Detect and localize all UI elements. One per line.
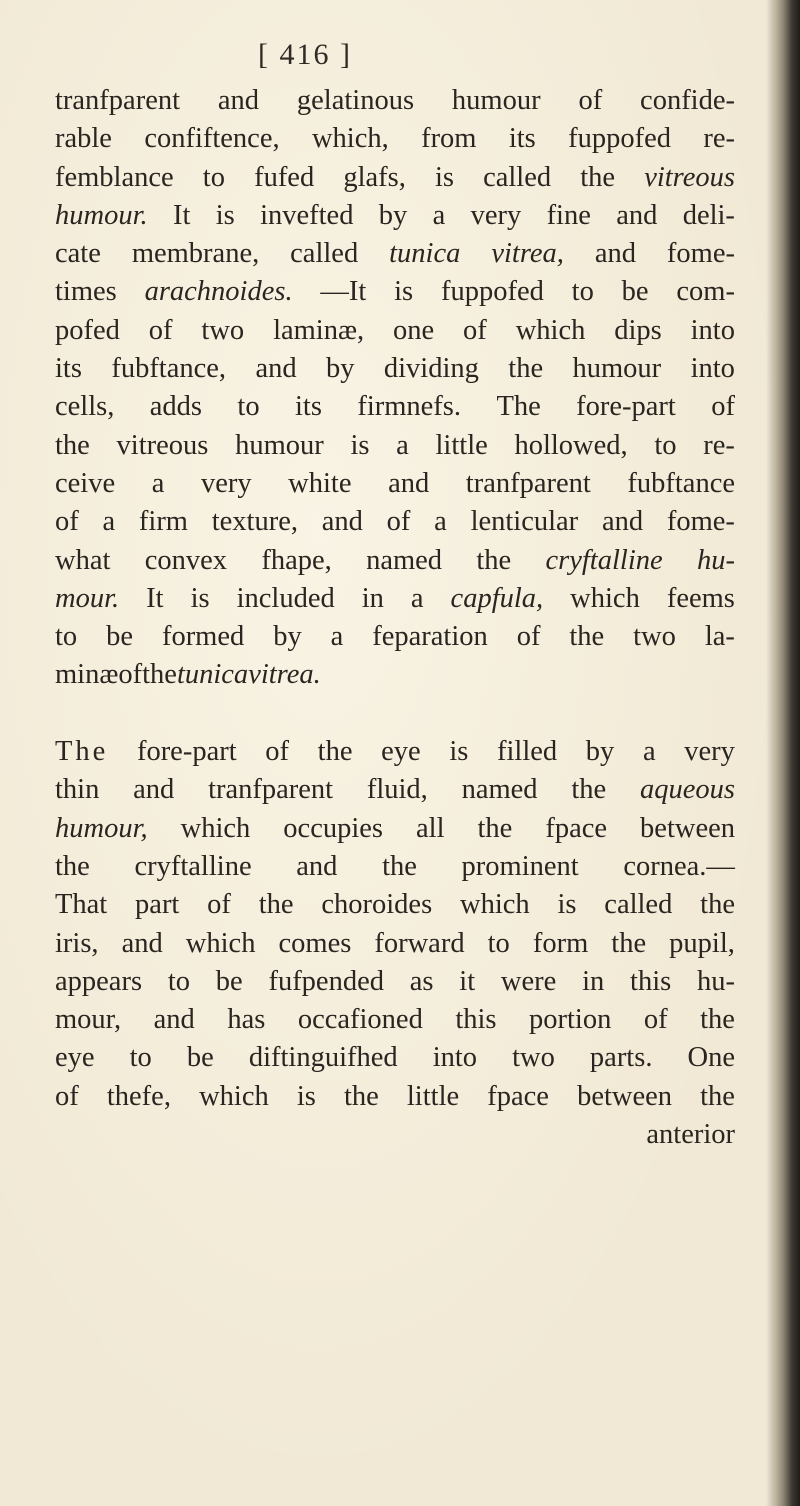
word: the	[476, 544, 512, 576]
text-line	[55, 465, 735, 503]
word: the	[580, 161, 616, 193]
text-line	[55, 886, 735, 924]
word: hu-	[697, 965, 735, 997]
word: into	[690, 314, 735, 346]
word: It	[146, 582, 164, 614]
word: the	[569, 621, 605, 653]
word: of	[711, 391, 735, 423]
word: a	[151, 467, 165, 499]
word: fome-	[666, 238, 735, 270]
word: and	[255, 353, 297, 385]
word: diftinguifhed	[248, 1042, 398, 1074]
word: be	[215, 965, 243, 997]
word: of	[148, 314, 173, 346]
word: The	[496, 391, 541, 423]
word: which	[185, 927, 256, 959]
word: which	[199, 1080, 269, 1112]
word: fpace	[487, 1080, 549, 1112]
text-line	[55, 159, 735, 197]
word: the	[611, 927, 647, 959]
word: dividing	[383, 353, 479, 385]
catchword: anterior	[646, 1119, 735, 1151]
word: fpace	[545, 812, 608, 844]
word: fore-part	[576, 391, 676, 423]
word: form	[532, 927, 589, 959]
word: membrane,	[131, 238, 260, 270]
word: is	[350, 429, 370, 461]
word: and	[133, 774, 175, 806]
word: the	[508, 353, 544, 385]
word: is	[449, 736, 469, 768]
word: tranfparent	[208, 774, 334, 806]
word: into	[432, 1042, 478, 1074]
word: be	[186, 1042, 214, 1074]
word: prominent	[461, 850, 579, 882]
word: parts.	[589, 1042, 653, 1074]
word: hollowed,	[514, 429, 628, 461]
word: a	[642, 736, 656, 768]
word: pupil,	[669, 927, 735, 959]
word: and	[616, 199, 658, 231]
word: portion	[529, 1004, 612, 1036]
word: were	[500, 965, 557, 997]
text-line	[55, 235, 735, 273]
word: it	[459, 965, 476, 997]
text-line	[55, 656, 735, 694]
word: fuppofed	[440, 276, 544, 308]
word: com-	[676, 276, 735, 308]
word: of	[118, 659, 143, 691]
word: of	[265, 736, 290, 768]
word: vitreous	[644, 161, 735, 193]
word: formed	[161, 621, 245, 653]
word: eye	[55, 1042, 95, 1074]
word: which	[180, 812, 251, 844]
word: fubftance	[627, 467, 735, 499]
word: and	[121, 927, 163, 959]
word: the	[55, 850, 90, 882]
word: which	[570, 582, 640, 614]
word: of	[386, 506, 411, 538]
word: tranfparent	[465, 467, 591, 499]
word: little	[435, 429, 488, 461]
text-line	[55, 1039, 735, 1077]
word: vitrea,	[491, 238, 564, 270]
word: laminæ,	[273, 314, 365, 346]
word: and	[594, 238, 636, 270]
word: between	[577, 1080, 673, 1112]
word: a	[432, 199, 446, 231]
word: re-	[703, 429, 735, 461]
word: confiftence,	[144, 123, 280, 155]
word: the	[55, 429, 90, 461]
word: two	[633, 621, 676, 653]
word: has	[227, 1004, 266, 1036]
text-line	[55, 350, 735, 388]
word: eye	[381, 736, 421, 768]
word: to	[654, 429, 677, 461]
word: of	[643, 1004, 668, 1036]
word: its	[508, 123, 536, 155]
word: a	[410, 582, 424, 614]
word: confide-	[640, 85, 735, 116]
word: to	[487, 927, 510, 959]
word: tunica	[176, 659, 249, 691]
word: cate	[55, 238, 101, 270]
word: the	[317, 736, 353, 768]
text-line	[55, 388, 735, 426]
word: One	[687, 1042, 735, 1074]
text-line	[55, 771, 735, 809]
text-line	[55, 82, 735, 120]
word: choroides	[321, 889, 433, 921]
word: the	[477, 812, 513, 844]
word: cryftalline	[134, 850, 252, 882]
word: feems	[666, 582, 735, 614]
word: is	[434, 161, 454, 193]
text-line	[55, 503, 735, 541]
word: comes	[278, 927, 352, 959]
word: and	[388, 467, 430, 499]
word: adds	[149, 391, 203, 423]
word: fufed	[254, 161, 315, 193]
text-line	[55, 580, 735, 618]
word: tranfparent	[55, 85, 181, 116]
word: feparation	[372, 621, 488, 653]
word: called	[290, 238, 359, 270]
text-line	[55, 197, 735, 235]
page-number: [ 416 ]	[258, 38, 352, 71]
word: its	[55, 353, 82, 385]
word: mour.	[55, 582, 120, 614]
text-line	[55, 925, 735, 963]
word: ceive	[55, 467, 116, 499]
word: cells,	[55, 391, 115, 423]
word: the	[700, 1080, 735, 1112]
word: fufpended	[268, 965, 384, 997]
word: The	[55, 736, 109, 768]
word: cornea.—	[623, 850, 735, 882]
word: lenticular	[470, 506, 579, 538]
text-line	[55, 1001, 735, 1039]
word: tunica	[389, 238, 461, 270]
word: fore-part	[136, 736, 237, 768]
word: deli-	[682, 199, 735, 231]
word: from	[421, 123, 477, 155]
word: all	[416, 812, 445, 844]
word: glafs,	[343, 161, 406, 193]
word: hu-	[696, 544, 735, 576]
body-text	[55, 82, 735, 1154]
word: a	[102, 506, 116, 538]
word: to	[167, 965, 190, 997]
word: into	[690, 353, 735, 385]
word: occupies	[283, 812, 384, 844]
word: It	[172, 199, 191, 231]
word: fluid,	[366, 774, 428, 806]
word: a	[330, 621, 344, 653]
word: a	[396, 429, 409, 461]
word: and	[321, 506, 363, 538]
word: of	[55, 506, 79, 538]
word: included	[236, 582, 335, 614]
word: la-	[704, 621, 735, 653]
word: the	[343, 1080, 379, 1112]
word: appears	[55, 965, 143, 997]
word: aqueous	[639, 774, 735, 806]
word: by	[273, 621, 302, 653]
word: the	[258, 889, 294, 921]
word: fuppofed	[568, 123, 671, 155]
word: thefe,	[106, 1080, 171, 1112]
word: iris,	[55, 927, 99, 959]
text-line	[55, 963, 735, 1001]
word: arachnoides.	[144, 276, 293, 308]
text-line	[55, 312, 735, 350]
word: of	[463, 314, 487, 346]
word: fome-	[666, 506, 735, 538]
word: fhape,	[261, 544, 332, 576]
word: minæ	[55, 659, 119, 691]
paragraph-gap	[55, 695, 735, 733]
page-edge	[774, 0, 800, 1506]
word: little	[406, 1080, 460, 1112]
word: times	[55, 276, 117, 308]
word: occafioned	[297, 1004, 423, 1036]
word: humour	[572, 353, 662, 385]
word: vitreous	[116, 429, 209, 461]
text-line	[55, 618, 735, 656]
text-line	[55, 427, 735, 465]
word: the	[700, 889, 735, 921]
word: the	[142, 659, 177, 691]
text-line	[55, 733, 735, 771]
word: femblance	[55, 161, 174, 193]
word: what	[55, 544, 111, 576]
word: very	[470, 199, 522, 231]
word: by	[378, 199, 408, 231]
word: named	[461, 774, 538, 806]
text-line	[55, 1078, 735, 1116]
word: in	[582, 965, 605, 997]
page-gutter-shadow	[766, 0, 774, 1506]
word: rable	[55, 123, 112, 155]
word: be	[106, 621, 134, 653]
word: cryftalline	[545, 544, 663, 576]
word: is	[190, 582, 210, 614]
text-line	[55, 810, 735, 848]
word: filled	[497, 736, 558, 768]
word: and	[601, 506, 644, 538]
word: by	[585, 736, 615, 768]
word: is	[296, 1080, 316, 1112]
word: be	[621, 276, 649, 308]
word: convex	[144, 544, 228, 576]
word: very	[200, 467, 252, 499]
word: of	[207, 889, 231, 921]
word: to	[571, 276, 594, 308]
word: is	[557, 889, 577, 921]
word: firmnefs.	[357, 391, 462, 423]
word: its	[295, 391, 322, 423]
word: capfula,	[450, 582, 544, 614]
word: and	[296, 850, 338, 882]
word: named	[366, 544, 443, 576]
word: —It	[320, 276, 367, 308]
word: forward	[374, 927, 465, 959]
text-line	[55, 542, 735, 580]
word: white	[288, 467, 352, 499]
word: one	[393, 314, 435, 346]
word: which,	[311, 123, 389, 155]
catchword-line	[55, 1116, 735, 1154]
word: to	[237, 391, 260, 423]
word: fine	[546, 199, 591, 231]
word: vitrea.	[248, 659, 321, 691]
word: firm	[138, 506, 188, 538]
word: to	[129, 1042, 152, 1074]
word: of	[578, 85, 603, 116]
word: is	[215, 199, 235, 231]
word: mour,	[55, 1004, 122, 1036]
word: the	[382, 850, 417, 882]
word: two	[512, 1042, 555, 1074]
word: this	[630, 965, 672, 997]
word: humour	[451, 85, 541, 116]
word: part	[135, 889, 180, 921]
word: of	[516, 621, 541, 653]
word: in	[361, 582, 384, 614]
text-line	[55, 848, 735, 886]
word: That	[55, 889, 108, 921]
word: re-	[703, 123, 735, 155]
word: by	[326, 353, 355, 385]
word: as	[409, 965, 434, 997]
word: dips	[614, 314, 662, 346]
word: humour,	[55, 812, 148, 844]
word: of	[55, 1080, 79, 1112]
word: texture,	[211, 506, 298, 538]
word: pofed	[55, 314, 120, 346]
word: to	[202, 161, 225, 193]
word: called	[604, 889, 673, 921]
word: called	[483, 161, 552, 193]
word: humour	[235, 429, 324, 461]
word: the	[571, 774, 607, 806]
word: thin	[55, 774, 100, 806]
word: invefted	[260, 199, 354, 231]
word: humour.	[55, 199, 148, 231]
word: a	[434, 506, 447, 538]
word: two	[201, 314, 245, 346]
word: gelatinous	[296, 85, 415, 116]
word: and	[217, 85, 260, 116]
word: the	[700, 1004, 735, 1036]
word: this	[455, 1004, 497, 1036]
word: and	[153, 1004, 195, 1036]
word: which	[460, 889, 530, 921]
word: to	[55, 621, 78, 653]
word: which	[515, 314, 586, 346]
word: between	[640, 812, 735, 844]
word: is	[394, 276, 414, 308]
word: very	[684, 736, 735, 768]
text-line	[55, 120, 735, 158]
word: fubftance,	[111, 353, 227, 385]
text-line	[55, 273, 735, 311]
